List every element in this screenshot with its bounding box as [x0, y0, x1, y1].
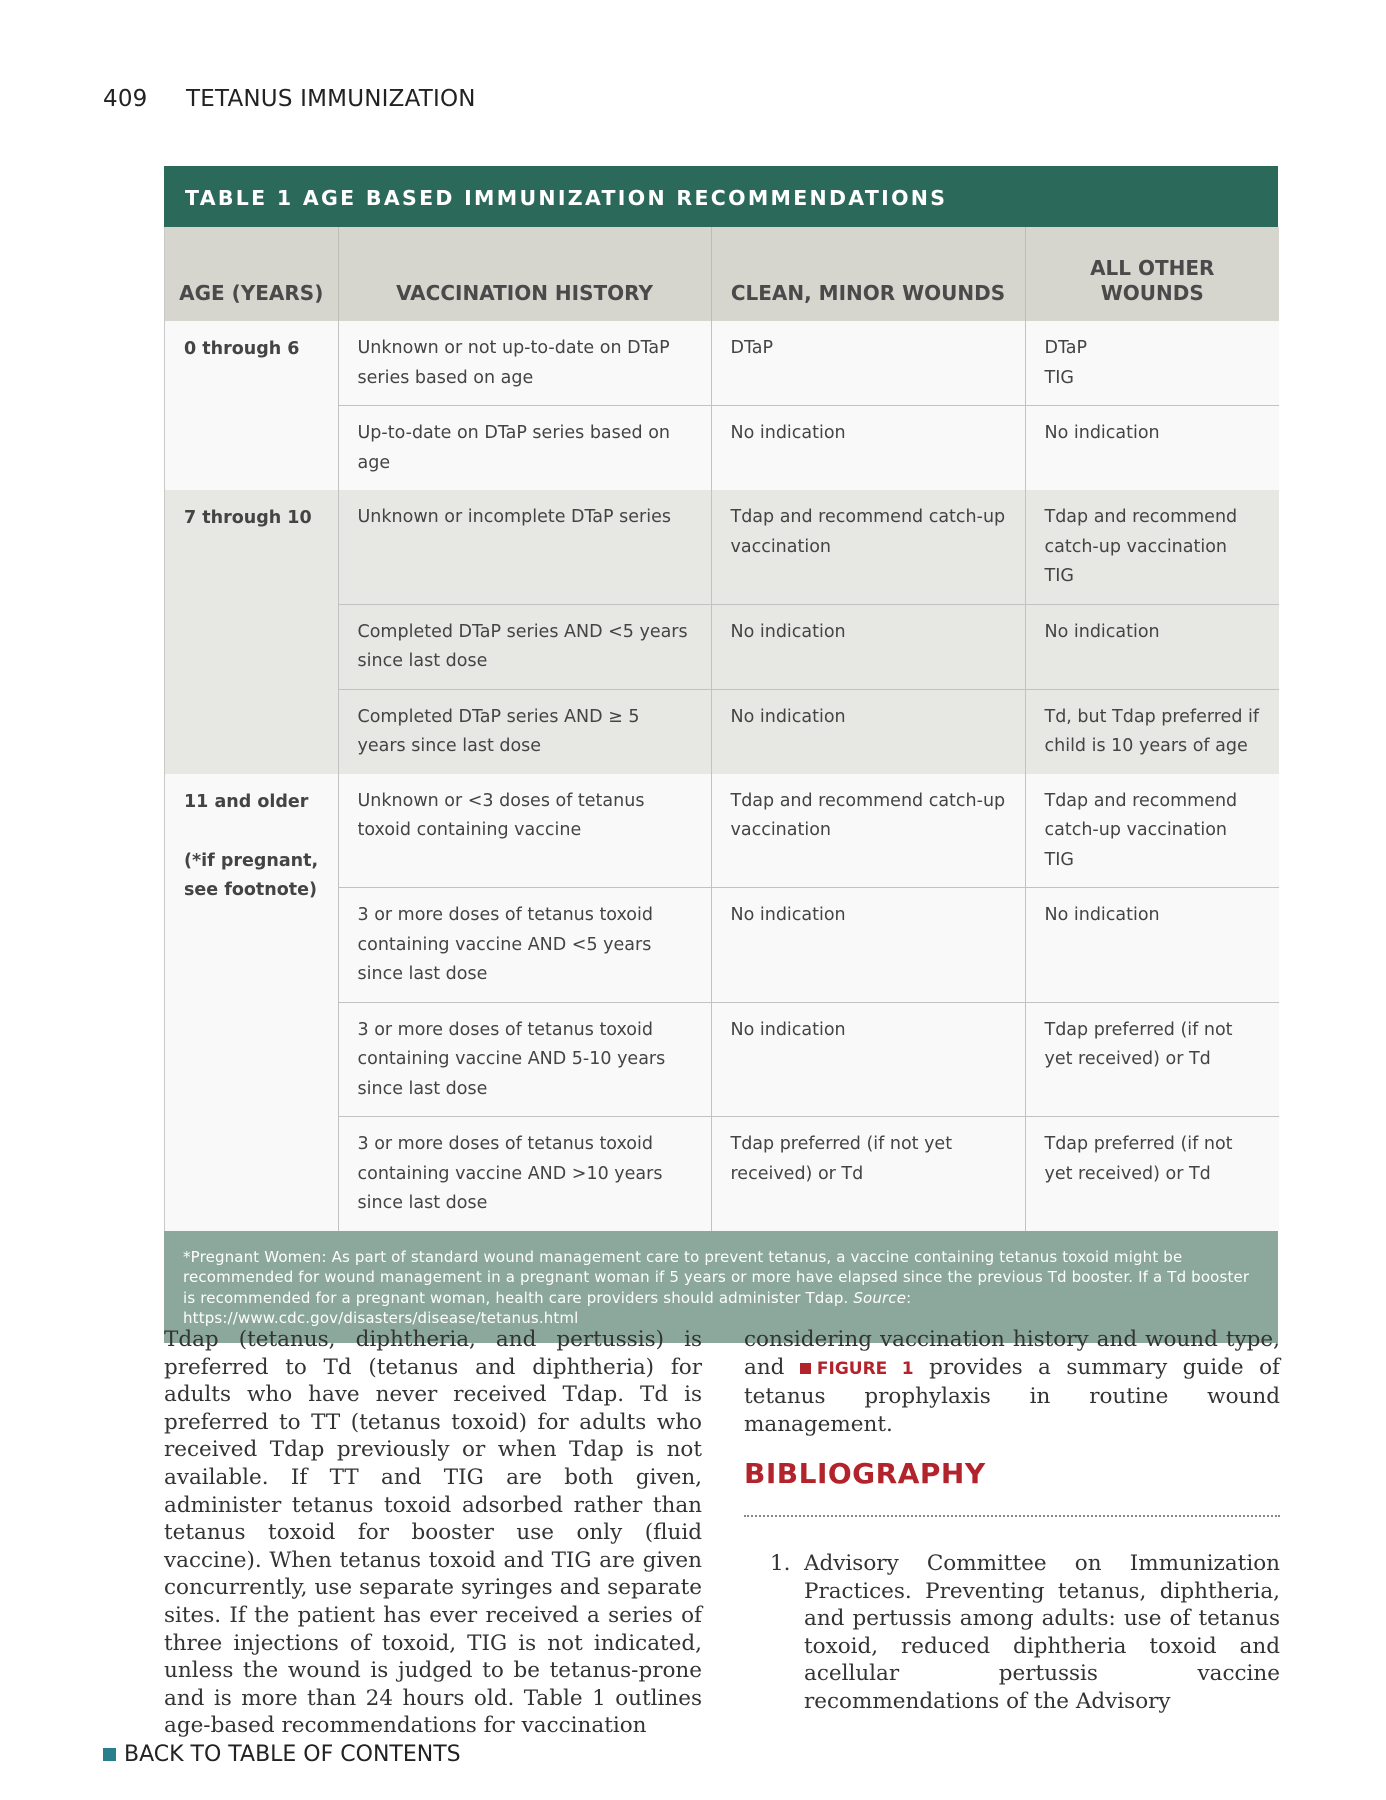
- other-wounds-cell: Tdap preferred (if not yet received) or Td: [1025, 1117, 1279, 1231]
- bibliography-title: BIBLIOGRAPHY: [744, 1457, 986, 1490]
- body-text-right-end: provides a summary guide of tetanus prophylaxis in routine wound management.: [744, 1354, 1280, 1437]
- clean-wounds-cell: No indication: [711, 1002, 1025, 1117]
- bibliography-list: [744, 1550, 1280, 1716]
- table-header-row: [165, 227, 1279, 321]
- table-title: TABLE 1 AGE BASED IMMUNIZATION RECOMMENDATIONS: [164, 166, 1278, 227]
- clean-wounds-cell: DTaP: [711, 321, 1025, 406]
- bibliography-item: Advisory Committee on Immunization Practices. Preventing tetanus, diphtheria, and pertussis among adults: use of tetanus toxoid, reduced diphtheria toxoid and acellular pertussis vaccine recommendations of the Advisory: [804, 1551, 1280, 1714]
- age-cell: 11 and older (*if pregnant, see footnote): [165, 774, 338, 1231]
- back-to-toc-label: BACK TO TABLE OF CONTENTS: [124, 1742, 461, 1767]
- col-header-age: AGE (YEARS): [165, 227, 338, 321]
- history-cell: 3 or more doses of tetanus toxoid containing vaccine AND >10 years since last dose: [338, 1117, 711, 1231]
- other-wounds-cell: DTaP TIG: [1025, 321, 1279, 406]
- age-cell: 7 through 10: [165, 490, 338, 774]
- col-header-clean: CLEAN, MINOR WOUNDS: [711, 227, 1025, 321]
- table-footnote: *Pregnant Women: As part of standard wound management care to prevent tetanus, a vaccine containing tetanus toxoid might be recommended for wound management in a pregnant woman if 5 years or more have elapsed since the previous Td booster. If a Td booster is recommended for a pregnant woman, health care providers should administer Tdap. Source: https://www.cdc.gov/disasters/disease/tetanus.html: [164, 1231, 1278, 1343]
- table-row: [165, 321, 1279, 406]
- history-cell: Unknown or incomplete DTaP series: [338, 490, 711, 604]
- history-cell: 3 or more doses of tetanus toxoid containing vaccine AND <5 years since last dose: [338, 888, 711, 1003]
- square-bullet-icon: [103, 1748, 116, 1761]
- history-cell: Unknown or <3 doses of tetanus toxoid containing vaccine: [338, 774, 711, 888]
- clean-wounds-cell: No indication: [711, 604, 1025, 689]
- clean-wounds-cell: No indication: [711, 406, 1025, 491]
- history-cell: Up-to-date on DTaP series based on age: [338, 406, 711, 491]
- history-cell: Unknown or not up-to-date on DTaP series based on age: [338, 321, 711, 406]
- body-text-left: Tdap (tetanus, diphtheria, and pertussis) is preferred to Td (tetanus and diphtheria) for adults who have never received Tdap. Td is preferred to TT (tetanus toxoid) for adults who received Tdap previously or when Tdap is not available. If TT and TIG are both given, administer tetanus toxoid adsorbed rather than tetanus toxoid for booster use only (fluid vaccine). When tetanus toxoid and TIG are given concurrently, use separate syringes and separate sites. If the patient has ever received a series of three injections of toxoid, TIG is not indicated, unless the wound is judged to be tetanus-prone and is more than 24 hours old. Table 1 outlines age-based recommendations for vaccination: [164, 1327, 702, 1739]
- col-header-history: VACCINATION HISTORY: [338, 227, 711, 321]
- other-wounds-cell: Tdap preferred (if not yet received) or Td: [1025, 1002, 1279, 1117]
- body-text-right: [744, 1326, 1280, 1438]
- other-wounds-cell: No indication: [1025, 406, 1279, 491]
- page-number: 409: [103, 86, 148, 112]
- bibliography-divider: [744, 1515, 1280, 1517]
- clean-wounds-cell: Tdap and recommend catch-up vaccination: [711, 774, 1025, 888]
- footnote-text: *Pregnant Women: As part of standard wound management care to prevent tetanus, a vaccine containing tetanus toxoid might be recommended for wound management in a pregnant woman if 5 years or more have elapsed since the previous Td booster. If a Td booster is recommended for a pregnant woman, health care providers should administer Tdap.: [183, 1247, 1250, 1307]
- other-wounds-cell: No indication: [1025, 604, 1279, 689]
- other-wounds-cell: No indication: [1025, 888, 1279, 1003]
- table-row: [165, 774, 1279, 888]
- clean-wounds-cell: No indication: [711, 888, 1025, 1003]
- other-wounds-cell: Td, but Tdap preferred if child is 10 years of age: [1025, 689, 1279, 774]
- recommendations-table: [165, 227, 1279, 1231]
- footnote-source-label: Source: [853, 1288, 907, 1307]
- immunization-table: [164, 166, 1278, 1343]
- history-cell: Completed DTaP series AND ≥ 5 years since last dose: [338, 689, 711, 774]
- page-header: [103, 86, 476, 112]
- body-text-right-start: considering vaccination history and wound type, and: [744, 1327, 1280, 1380]
- history-cell: 3 or more doses of tetanus toxoid containing vaccine AND 5-10 years since last dose: [338, 1002, 711, 1117]
- table-row: [165, 490, 1279, 604]
- col-header-other: ALL OTHER WOUNDS: [1025, 227, 1279, 321]
- running-title: TETANUS IMMUNIZATION: [186, 86, 476, 112]
- clean-wounds-cell: Tdap and recommend catch-up vaccination: [711, 490, 1025, 604]
- age-cell: 0 through 6: [165, 321, 338, 490]
- figure-1-link[interactable]: FIGURE 1: [800, 1359, 914, 1379]
- history-cell: Completed DTaP series AND <5 years since last dose: [338, 604, 711, 689]
- bibliography-item-number: 1.: [770, 1551, 791, 1576]
- back-to-toc-link[interactable]: [103, 1742, 461, 1767]
- figure-square-icon: [800, 1363, 811, 1374]
- footnote-source-url: https://www.cdc.gov/disasters/disease/tetanus.html: [183, 1309, 579, 1327]
- other-wounds-cell: Tdap and recommend catch-up vaccination TIG: [1025, 774, 1279, 888]
- other-wounds-cell: Tdap and recommend catch-up vaccination TIG: [1025, 490, 1279, 604]
- clean-wounds-cell: Tdap preferred (if not yet received) or Td: [711, 1117, 1025, 1231]
- clean-wounds-cell: No indication: [711, 689, 1025, 774]
